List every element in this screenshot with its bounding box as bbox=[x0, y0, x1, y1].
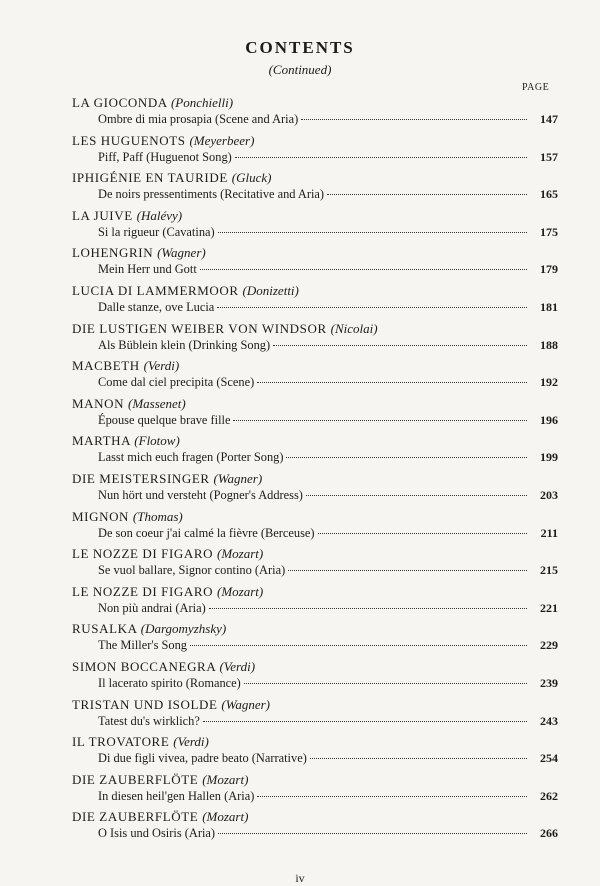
opera-name: SIMON BOCCANEGRA bbox=[72, 658, 216, 674]
dot-leader bbox=[200, 269, 527, 270]
page-reference: 243 bbox=[540, 713, 558, 728]
aria-line bbox=[98, 375, 558, 390]
composer-name: (Massenet) bbox=[127, 395, 186, 411]
page-reference: 266 bbox=[540, 826, 558, 841]
aria-title: Dalle stanze, ove Lucia bbox=[98, 299, 215, 314]
opera-title bbox=[72, 809, 248, 825]
composer-name: (Dargomyzhsky) bbox=[140, 621, 227, 637]
opera-name: IPHIGÉNIE EN TAURIDE bbox=[72, 170, 228, 186]
opera-title bbox=[72, 208, 182, 224]
aria-title: Di due figli vivea, padre beato (Narrative) bbox=[98, 751, 307, 766]
aria-title: Come dal ciel precipita (Scene) bbox=[98, 375, 255, 390]
aria-title: Piff, Paff (Huguenot Song) bbox=[98, 149, 232, 164]
composer-name: (Verdi) bbox=[173, 734, 209, 750]
composer-name: (Halévy) bbox=[136, 207, 183, 223]
contents-entry bbox=[72, 131, 558, 169]
composer-name: (Mozart) bbox=[202, 771, 249, 787]
dot-leader bbox=[310, 758, 527, 759]
aria-line bbox=[98, 112, 558, 127]
aria-line bbox=[98, 225, 558, 240]
page-reference: 254 bbox=[540, 751, 558, 766]
page-reference: 196 bbox=[540, 412, 558, 427]
contents-entry bbox=[72, 168, 558, 206]
dot-leader bbox=[318, 533, 527, 534]
aria-title: Nun hört und versteht (Pogner's Address) bbox=[98, 487, 303, 502]
page-reference: 181 bbox=[540, 299, 558, 314]
page-subtitle: (Continued) bbox=[268, 62, 332, 77]
composer-name: (Mozart) bbox=[202, 809, 249, 825]
opera-name: LA JUIVE bbox=[72, 207, 133, 223]
opera-name: MARTHA bbox=[72, 433, 131, 449]
page-reference: 239 bbox=[540, 675, 558, 690]
opera-title bbox=[72, 734, 209, 750]
aria-title: The Miller's Song bbox=[98, 638, 187, 653]
dot-leader bbox=[190, 645, 527, 646]
opera-name: LUCIA DI LAMMERMOOR bbox=[72, 282, 239, 298]
dot-leader bbox=[218, 833, 527, 834]
contents-entry bbox=[72, 732, 558, 770]
opera-name: MANON bbox=[72, 395, 125, 411]
contents-entry bbox=[72, 93, 558, 131]
aria-line bbox=[98, 450, 558, 465]
composer-name: (Wagner) bbox=[157, 245, 206, 261]
aria-title: Mein Herr und Gott bbox=[98, 262, 197, 277]
opera-title bbox=[72, 133, 254, 149]
aria-title: Il lacerato spirito (Romance) bbox=[98, 675, 241, 690]
aria-line bbox=[98, 601, 558, 616]
aria-line bbox=[98, 563, 558, 578]
opera-name: LE NOZZE DI FIGARO bbox=[72, 583, 214, 599]
composer-name: (Ponchielli) bbox=[170, 95, 234, 110]
opera-title bbox=[72, 546, 263, 562]
page-reference: 179 bbox=[540, 262, 558, 277]
contents-entry bbox=[72, 394, 558, 432]
composer-name: (Nicolai) bbox=[330, 320, 378, 336]
aria-line bbox=[98, 526, 558, 541]
composer-name: (Flotow) bbox=[134, 433, 180, 449]
opera-name: MACBETH bbox=[72, 358, 140, 374]
aria-title: Se vuol ballare, Signor contino (Aria) bbox=[98, 563, 286, 578]
aria-line bbox=[98, 751, 558, 766]
aria-title: Als Büblein klein (Drinking Song) bbox=[98, 337, 271, 352]
aria-title: Lasst mich euch fragen (Porter Song) bbox=[98, 450, 284, 465]
composer-name: (Meyerbeer) bbox=[189, 132, 255, 148]
dot-leader bbox=[257, 382, 527, 383]
opera-name: DIE ZAUBERFLÖTE bbox=[72, 809, 199, 825]
opera-name: LA GIOCONDA bbox=[72, 95, 168, 110]
composer-name: (Wagner) bbox=[221, 696, 271, 712]
opera-name: DIE LUSTIGEN WEIBER VON WINDSOR bbox=[72, 320, 327, 336]
opera-title bbox=[72, 772, 248, 788]
contents-entry bbox=[72, 243, 558, 281]
contents-entry bbox=[72, 507, 558, 545]
composer-name: (Thomas) bbox=[132, 508, 183, 524]
dot-leader bbox=[288, 570, 527, 571]
contents-entry bbox=[72, 807, 558, 845]
opera-name: LE NOZZE DI FIGARO bbox=[72, 546, 214, 562]
aria-line bbox=[98, 676, 558, 691]
page-reference: 211 bbox=[540, 525, 558, 540]
dot-leader bbox=[233, 420, 527, 421]
contents-list bbox=[72, 93, 558, 845]
opera-title bbox=[72, 396, 186, 412]
page-title: CONTENTS bbox=[245, 38, 355, 57]
aria-line bbox=[98, 262, 558, 277]
page-reference: 221 bbox=[540, 600, 558, 615]
page-number: iv bbox=[295, 871, 305, 885]
opera-name: MIGNON bbox=[72, 508, 130, 524]
dot-leader bbox=[286, 457, 527, 458]
contents-entry bbox=[72, 206, 558, 244]
contents-entry bbox=[72, 695, 558, 733]
aria-title: De noirs pressentiments (Recitative and Aria) bbox=[98, 187, 325, 202]
aria-line bbox=[98, 338, 558, 353]
composer-name: (Verdi) bbox=[219, 658, 256, 674]
dot-leader bbox=[203, 721, 527, 722]
aria-title: O Isis und Osiris (Aria) bbox=[98, 826, 216, 841]
dot-leader bbox=[306, 495, 527, 496]
opera-title bbox=[72, 471, 262, 487]
opera-title bbox=[72, 321, 378, 337]
opera-title bbox=[72, 433, 180, 449]
aria-line bbox=[98, 488, 558, 503]
opera-title bbox=[72, 170, 271, 186]
composer-name: (Mozart) bbox=[217, 583, 264, 599]
dot-leader bbox=[327, 194, 527, 195]
aria-line bbox=[98, 413, 558, 428]
page-column-label: PAGE bbox=[522, 82, 550, 93]
contents-entry bbox=[72, 544, 558, 582]
opera-name: LES HUGUENOTS bbox=[72, 132, 186, 148]
aria-line bbox=[98, 826, 558, 841]
dot-leader bbox=[257, 796, 527, 797]
page-reference: 229 bbox=[540, 638, 558, 653]
page-reference: 188 bbox=[540, 337, 558, 352]
composer-name: (Verdi) bbox=[143, 358, 180, 374]
opera-title bbox=[72, 584, 263, 600]
aria-title: Tatest du's wirklich? bbox=[98, 713, 200, 728]
opera-title bbox=[72, 659, 255, 675]
aria-title: In diesen heil'gen Hallen (Aria) bbox=[98, 788, 255, 803]
opera-name: RUSALKA bbox=[72, 621, 137, 637]
contents-entry bbox=[72, 469, 558, 507]
aria-line bbox=[98, 300, 558, 315]
composer-name: (Donizetti) bbox=[242, 282, 299, 298]
opera-name: DIE MEISTERSINGER bbox=[72, 470, 210, 486]
page-reference: 175 bbox=[540, 224, 558, 239]
opera-title bbox=[72, 245, 206, 261]
aria-line bbox=[98, 789, 558, 804]
contents-entry bbox=[72, 281, 558, 319]
page-reference: 147 bbox=[540, 112, 558, 126]
dot-leader bbox=[209, 608, 527, 609]
composer-name: (Wagner) bbox=[213, 470, 263, 486]
opera-title bbox=[72, 621, 226, 637]
aria-line bbox=[98, 714, 558, 729]
opera-title bbox=[72, 358, 179, 374]
opera-title bbox=[72, 95, 233, 111]
aria-line bbox=[98, 638, 558, 653]
aria-title: Non più andrai (Aria) bbox=[98, 600, 206, 615]
opera-title bbox=[72, 509, 183, 525]
opera-name: LOHENGRIN bbox=[72, 245, 154, 261]
aria-title: Si la rigueur (Cavatina) bbox=[98, 224, 215, 239]
page-reference: 262 bbox=[540, 788, 558, 803]
page-reference: 199 bbox=[540, 450, 558, 465]
opera-name: DIE ZAUBERFLÖTE bbox=[72, 771, 199, 787]
composer-name: (Mozart) bbox=[217, 546, 264, 562]
contents-entry bbox=[72, 619, 558, 657]
page-reference: 157 bbox=[540, 149, 558, 164]
aria-title: Ombre di mia prosapia (Scene and Aria) bbox=[98, 112, 299, 126]
aria-line bbox=[98, 150, 558, 165]
aria-line bbox=[98, 187, 558, 202]
contents-entry bbox=[72, 319, 558, 357]
dot-leader bbox=[218, 232, 527, 233]
opera-title bbox=[72, 697, 270, 713]
opera-name: IL TROVATORE bbox=[72, 734, 170, 750]
contents-entry bbox=[72, 770, 558, 808]
contents-entry bbox=[72, 431, 558, 469]
dot-leader bbox=[235, 157, 527, 158]
page-reference: 215 bbox=[540, 563, 558, 578]
page-reference: 192 bbox=[540, 375, 558, 390]
contents-entry bbox=[72, 657, 558, 695]
dot-leader bbox=[273, 345, 527, 346]
opera-name: TRISTAN UND ISOLDE bbox=[72, 696, 218, 712]
dot-leader bbox=[244, 683, 527, 684]
dot-leader bbox=[301, 119, 527, 120]
composer-name: (Gluck) bbox=[231, 170, 272, 186]
aria-title: Épouse quelque brave fille bbox=[98, 412, 231, 427]
contents-entry bbox=[72, 582, 558, 620]
contents-entry bbox=[72, 356, 558, 394]
aria-title: De son coeur j'ai calmé la fièvre (Berceuse) bbox=[98, 525, 315, 540]
page-reference: 203 bbox=[540, 487, 558, 502]
opera-title bbox=[72, 283, 299, 299]
page-reference: 165 bbox=[540, 187, 558, 202]
dot-leader bbox=[217, 307, 527, 308]
